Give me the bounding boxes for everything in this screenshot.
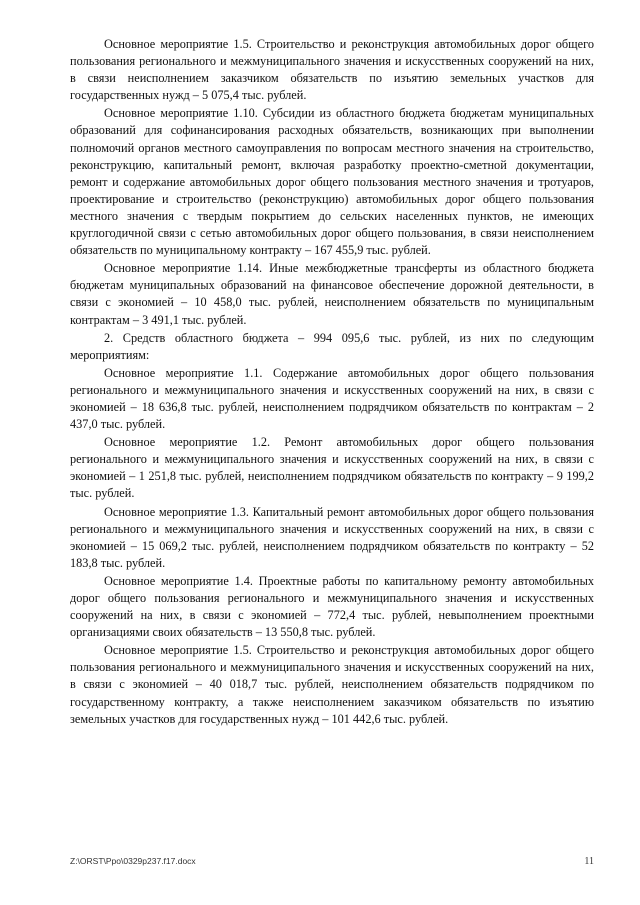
document-body: [70, 36, 594, 729]
paragraph-measure-1-1: Основное мероприятие 1.1. Содержание автомобильных дорог общего пользования регионального и межмуниципального значения и искусственных сооружений на них, в связи с экономией – 18 636,8 тыс. рублей, неисполнением подрядчиком обязательств по контрактам – 2 437,0 тыс. рублей.: [70, 365, 594, 432]
paragraph-regional-budget: 2. Средств областного бюджета – 994 095,6 тыс. рублей, из них по следующим мероприятиям:: [70, 330, 594, 362]
paragraph-measure-1-5-first: Основное мероприятие 1.5. Строительство и реконструкция автомобильных дорог общего пользования регионального и межмуниципального значения и искусственных сооружений на них, в связи неисполнением заказчиком обязательств по изъятию земельных участков для государственных нужд – 5 075,4 тыс. рублей.: [70, 37, 594, 103]
page-footer: [70, 856, 594, 870]
paragraph-measure-1-14: Основное мероприятие 1.14. Иные межбюджетные трансферты из областного бюджета бюджетам муниципальных образований на финансовое обеспечение дорожной деятельности, в связи с экономией – 10 458,0 тыс. рублей, неисполнением обязательств по муниципальным контрактам – 3 491,1 тыс. рублей.: [70, 261, 594, 327]
paragraph-measure-1-3: Основное мероприятие 1.3. Капитальный ремонт автомобильных дорог общего пользования регионального и межмуниципального значения и искусственных сооружений на них, в связи с экономией – 15 069,2 тыс. рублей, неисполнением подрядчиком обязательств по контракту – 52 183,8 тыс. рублей.: [70, 504, 594, 570]
paragraph-measure-1-4: Основное мероприятие 1.4. Проектные работы по капитальному ремонту автомобильных дорог общего пользования регионального и межмуниципального значения и искусственных сооружений на них, в связи с экономией – 772,4 тыс. рублей, невыполнением проектными организациями своих обязательств – 13 550,8 тыс. рублей.: [70, 573, 594, 640]
paragraph-measure-1-2: Основное мероприятие 1.2. Ремонт автомобильных дорог общего пользования регионального и межмуниципального значения и искусственных сооружений на них, в связи с экономией – 1 251,8 тыс. рублей, неисполнением подрядчиком обязательств по контракту – 9 199,2 тыс. рублей.: [70, 435, 594, 501]
paragraph-measure-1-10: Основное мероприятие 1.10. Субсидии из областного бюджета бюджетам муниципальных образований для софинансирования расходных обязательств, возникающих при выполнении полномочий органов местного самоуправления по вопросам местного значения на строительство, реконструкцию, капитальный ремонт, включая разработку проектно-сметной документации, ремонт и содержание автомобильных дорог общего пользования местного значения и тротуаров, проектирование и строительство (реконструкцию) автомобильных дорог общего пользования местного значения с твердым покрытием до сельских населенных пунктов, не имеющих круглогодичной связи с сетью автомобильных дорог общего пользования, в связи неисполнением обязательств по муниципальному контракту – 167 455,9 тыс. рублей.: [70, 106, 594, 258]
footer-page-number: 11: [584, 856, 594, 867]
paragraph-measure-1-5-second: Основное мероприятие 1.5. Строительство и реконструкция автомобильных дорог общего пользования регионального и межмуниципального значения и искусственных сооружений на них, в связи с экономией – 40 018,7 тыс. рублей, неисполнением обязательств подрядчиком по государственному контракту, а также неисполнением заказчиком обязательств по изъятию земельных участков для государственных нужд – 101 442,6 тыс. рублей.: [70, 643, 594, 726]
footer-file-path: Z:\ORST\Ppo\0329p237.f17.docx: [70, 856, 196, 866]
